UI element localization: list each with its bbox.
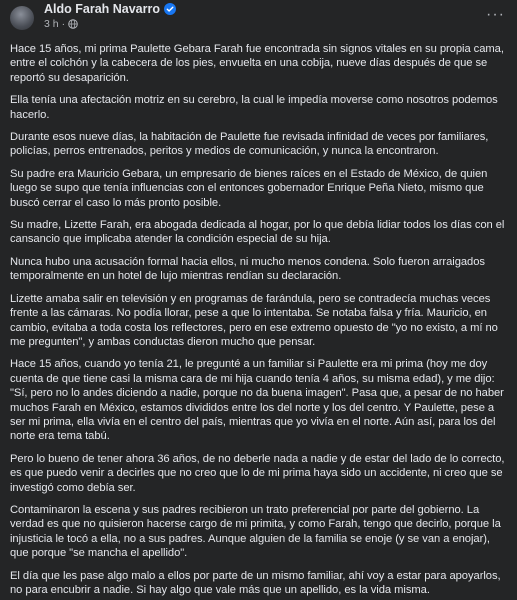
more-options-icon[interactable]: ··· [486,6,505,23]
author-row [44,2,176,16]
post-paragraph: Contaminaron la escena y sus padres recibieron un trato preferencial por parte del gobierno. La verdad es que no quisieron hacerse cargo de mi primita, y como Farah, tengo que decirlo, porque la injusticia le tocó a ella, no a sus padres. Aunque alguien de la familia se enoje (y se van a enojar), que porque "se mancha el apellido". [10,503,501,560]
post-paragraph: Pero lo bueno de tener ahora 36 años, de no deberle nada a nadie y de estar del lado de lo correcto, es que puedo venir a decirles que no creo que lo de mi prima haya sido un accidente, ni creo que se investigó como debía ser. [10,452,505,494]
post-header [10,0,507,42]
post-paragraph: Hace 15 años, mi prima Paulette Gebara Farah fue encontrada sin signos vitales en su propia cama, entre el colchón y la cabecera de los pies, envuelta en una cobija, nueve días después de que se reportó su desaparición. [10,43,504,84]
post-paragraph: Nunca hubo una acusación formal hacia ellos, ni mucho menos condena. Solo fueron arraigados temporalmente en un hotel de lujo mientras rendían su declaración. [10,255,485,283]
author-name[interactable]: Aldo Farah Navarro [44,2,161,16]
post-paragraph: Ella tenía una afectación motriz en su cerebro, la cual le impedía moverse como nosotros podemos hacerlo. [10,94,498,121]
post-meta [44,2,176,30]
post-paragraph: Su madre, Lizette Farah, era abogada dedicada al hogar, por lo que debía lidiar todos los días con el cansancio que implicaba atender la condición especial de su hija. [10,219,505,246]
globe-icon[interactable] [68,19,78,29]
post-subline [44,18,176,30]
post-paragraph: El día que les pase algo malo a ellos por parte de un mismo familiar, ahí voy a estar para apoyarlos, no para encubrir a nadie. Si hay algo que vale más que un apellido, es la vida misma. [10,569,501,596]
avatar[interactable] [10,6,34,30]
separator-dot: · [61,18,66,30]
verified-badge-icon [164,3,176,15]
post-body [10,42,507,597]
post-paragraph: Hace 15 años, cuando yo tenía 21, le pregunté a un familiar si Paulette era mi prima (hoy me doy cuenta de que tiene casi la misma cara de mi hija cuando tenía 4 años, su misma edad), y me dijo: "Sí, pero no lo andes diciendo a nadie, porque no da buena imagen". Pasa que, a pesar de no haber muchos Farah en México, estamos divididos entre los del norte y los del centro. Y Paulette, pese a ser mi prima, ella vivía en el centro del país, mientras que yo vivía en el norte. Aún así, para los del norte era tema tabú. [10,358,504,443]
post-timestamp[interactable]: 3 h [44,18,59,30]
post-paragraph: Lizette amaba salir en televisión y en programas de farándula, pero se contradecía muchas veces frente a las cámaras. No podía llorar, pese a que lo intentaba. Se notaba falsa y fría. Mauricio, en cambio, evitaba a toda costa los reflectores, pero en ese extremo opuesto de "yo no existo, a mí no me pregunten", y ambas conductas dieron mucho que pensar. [10,292,498,348]
post-paragraph: Durante esos nueve días, la habitación de Paulette fue revisada infinidad de veces por familiares, policías, perros entrenados, peritos y medios de comunicación, y nunca la encontraron. [10,131,489,158]
post-paragraph: Su padre era Mauricio Gebara, un empresario de bienes raíces en el Estado de México, de quien luego se supo que tenía influencias con el entonces gobernador Enrique Peña Nieto, mismo que buscó cerrar el caso lo más pronto posible. [10,167,488,209]
